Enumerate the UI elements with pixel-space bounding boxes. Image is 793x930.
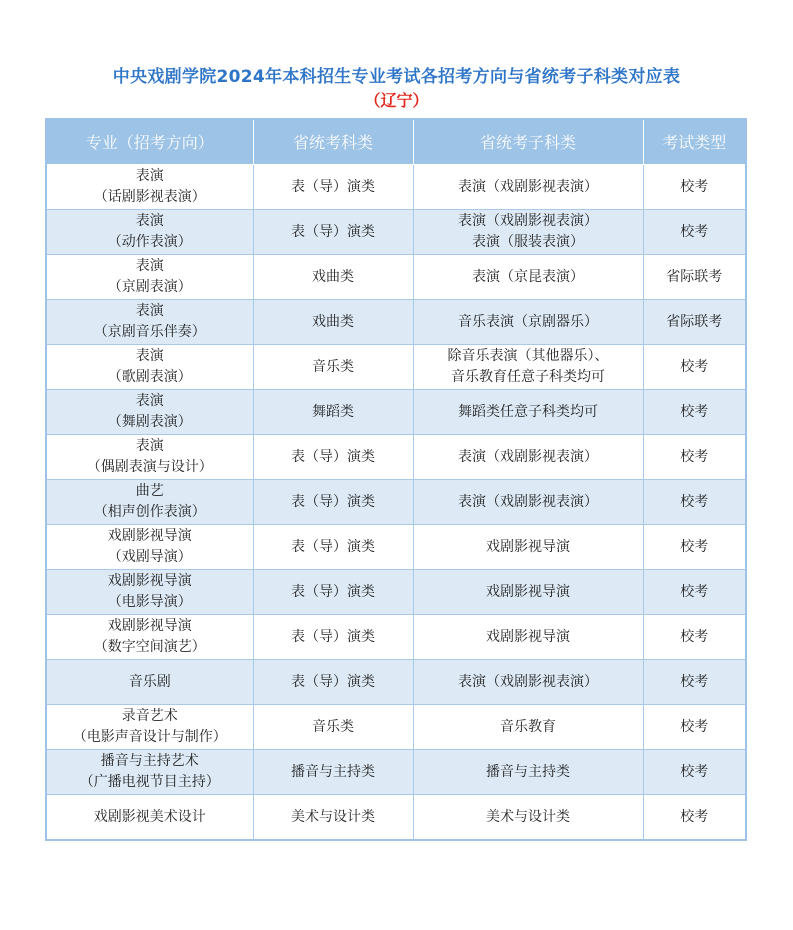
cell-category: 舞蹈类 [253, 390, 413, 435]
table-header-row [46, 119, 746, 165]
cell-subcategory [413, 570, 643, 615]
table-row [46, 255, 746, 300]
cell-major [46, 210, 253, 255]
cell-major-line: （舞剧表演） [107, 414, 192, 430]
cell-major [46, 480, 253, 525]
cell-major [46, 660, 253, 705]
page-subtitle: （辽宁） [364, 91, 429, 110]
cell-category: 戏曲类 [253, 255, 413, 300]
cell-subcategory [413, 255, 643, 300]
cell-major-line: （动作表演） [107, 234, 192, 250]
cell-subcategory-line: 舞蹈类任意子科类均可 [458, 403, 598, 420]
cell-subcategory [413, 525, 643, 570]
table-body [46, 165, 746, 841]
cell-exam-type: 校考 [643, 435, 746, 480]
table-row [46, 390, 746, 435]
cell-exam-type: 校考 [643, 345, 746, 390]
cell-subcategory [413, 435, 643, 480]
cell-exam-type: 校考 [643, 795, 746, 841]
cell-category: 表（导）演类 [253, 660, 413, 705]
cell-major-line: 戏剧影视美术设计 [93, 808, 206, 825]
cell-exam-type: 校考 [643, 705, 746, 750]
header-major: 专业（招考方向） [46, 119, 253, 165]
cell-major [46, 795, 253, 841]
cell-category: 表（导）演类 [253, 480, 413, 525]
cell-major-line: （歌剧表演） [107, 369, 192, 385]
cell-category: 音乐类 [253, 705, 413, 750]
cell-subcategory [413, 480, 643, 525]
cell-major-line: 戏剧影视导演 [107, 573, 192, 589]
cell-category: 音乐类 [253, 345, 413, 390]
cell-subcategory [413, 165, 643, 210]
cell-subcategory-line: 戏剧影视导演 [486, 583, 570, 600]
cell-subcategory [413, 615, 643, 660]
cell-major-line: 戏剧影视导演 [107, 528, 192, 544]
cell-major-line: 表演 [135, 348, 164, 364]
table-row [46, 345, 746, 390]
cell-subcategory-line: 音乐教育任意子科类均可 [451, 369, 605, 385]
cell-subcategory-line: 表演（戏剧影视表演） [458, 448, 598, 465]
cell-subcategory-line: 表演（戏剧影视表演） [458, 493, 598, 510]
page-title: 中央戏剧学院2024年本科招生专业考试各招考方向与省统考子科类对应表 [112, 67, 681, 87]
cell-exam-type: 校考 [643, 390, 746, 435]
cell-exam-type: 校考 [643, 750, 746, 795]
cell-major-line: 表演 [135, 258, 164, 274]
cell-subcategory-line: 播音与主持类 [486, 763, 570, 780]
cell-subcategory-line: 戏剧影视导演 [486, 628, 570, 645]
cell-major-line: 表演 [135, 168, 164, 184]
cell-major-line: 表演 [135, 213, 164, 229]
cell-subcategory-line: 戏剧影视导演 [486, 538, 570, 555]
table-row [46, 570, 746, 615]
table-row [46, 435, 746, 480]
cell-category: 表（导）演类 [253, 525, 413, 570]
cell-category: 播音与主持类 [253, 750, 413, 795]
cell-major-line: 播音与主持艺术 [100, 753, 199, 769]
cell-subcategory-line: 表演（服装表演） [472, 234, 584, 250]
cell-exam-type: 校考 [643, 525, 746, 570]
cell-major-line: 表演 [135, 438, 164, 454]
header-exam-type: 考试类型 [643, 119, 746, 165]
cell-major-line: （偶剧表演与设计） [86, 459, 213, 475]
cell-exam-type: 省际联考 [643, 255, 746, 300]
table-row [46, 165, 746, 210]
cell-major-line: 表演 [135, 393, 164, 409]
cell-subcategory [413, 210, 643, 255]
cell-major-line: （戏剧导演） [107, 549, 192, 565]
cell-category: 表（导）演类 [253, 165, 413, 210]
table-row [46, 705, 746, 750]
cell-exam-type: 省际联考 [643, 300, 746, 345]
cell-major [46, 345, 253, 390]
header-subcategory: 省统考子科类 [413, 119, 643, 165]
cell-subcategory-line: 表演（京昆表演） [472, 268, 584, 285]
cell-major [46, 300, 253, 345]
cell-major-line: 曲艺 [135, 483, 164, 499]
cell-subcategory-line: 音乐教育 [500, 718, 556, 735]
cell-exam-type: 校考 [643, 615, 746, 660]
cell-exam-type: 校考 [643, 660, 746, 705]
cell-subcategory-line: 表演（戏剧影视表演） [458, 213, 598, 229]
table-row [46, 210, 746, 255]
cell-exam-type: 校考 [643, 480, 746, 525]
cell-major-line: （电影声音设计与制作） [72, 729, 227, 745]
table-row [46, 525, 746, 570]
table-row [46, 300, 746, 345]
cell-exam-type: 校考 [643, 570, 746, 615]
table-row [46, 660, 746, 705]
cell-subcategory [413, 390, 643, 435]
cell-major-line: 表演 [135, 303, 164, 319]
cell-subcategory-line: 表演（戏剧影视表演） [458, 178, 598, 195]
cell-major-line: （相声创作表演） [93, 504, 206, 520]
cell-major [46, 165, 253, 210]
cell-subcategory [413, 705, 643, 750]
cell-major-line: （数字空间演艺） [93, 639, 206, 655]
cell-subcategory-line: 美术与设计类 [486, 808, 570, 825]
cell-major-line: （话剧影视表演） [93, 189, 206, 205]
cell-major-line: 戏剧影视导演 [107, 618, 192, 634]
cell-subcategory-line: 音乐表演（京剧器乐） [458, 313, 598, 330]
correspondence-table [45, 118, 747, 841]
cell-subcategory [413, 750, 643, 795]
cell-category: 表（导）演类 [253, 435, 413, 480]
cell-subcategory [413, 345, 643, 390]
table-row [46, 480, 746, 525]
cell-major [46, 570, 253, 615]
cell-major-line: （京剧表演） [107, 279, 192, 295]
cell-exam-type: 校考 [643, 165, 746, 210]
cell-exam-type: 校考 [643, 210, 746, 255]
cell-major [46, 615, 253, 660]
cell-subcategory [413, 795, 643, 841]
cell-major [46, 705, 253, 750]
cell-subcategory [413, 300, 643, 345]
header-category: 省统考科类 [253, 119, 413, 165]
cell-subcategory-line: 表演（戏剧影视表演） [458, 673, 598, 690]
table-row [46, 750, 746, 795]
cell-category: 美术与设计类 [253, 795, 413, 841]
cell-major-line: （广播电视节目主持） [79, 774, 220, 790]
cell-category: 表（导）演类 [253, 615, 413, 660]
cell-category: 表（导）演类 [253, 210, 413, 255]
cell-category: 戏曲类 [253, 300, 413, 345]
cell-major-line: （电影导演） [107, 594, 192, 610]
cell-major [46, 525, 253, 570]
cell-major [46, 390, 253, 435]
table-row [46, 615, 746, 660]
cell-major [46, 435, 253, 480]
cell-major [46, 255, 253, 300]
cell-major-line: 音乐剧 [128, 673, 171, 690]
cell-subcategory [413, 660, 643, 705]
cell-major-line: 录音艺术 [121, 708, 178, 724]
cell-category: 表（导）演类 [253, 570, 413, 615]
cell-major [46, 750, 253, 795]
cell-subcategory-line: 除音乐表演（其他器乐）、 [447, 348, 609, 364]
cell-major-line: （京剧音乐伴奏） [93, 324, 206, 340]
table-row [46, 795, 746, 841]
